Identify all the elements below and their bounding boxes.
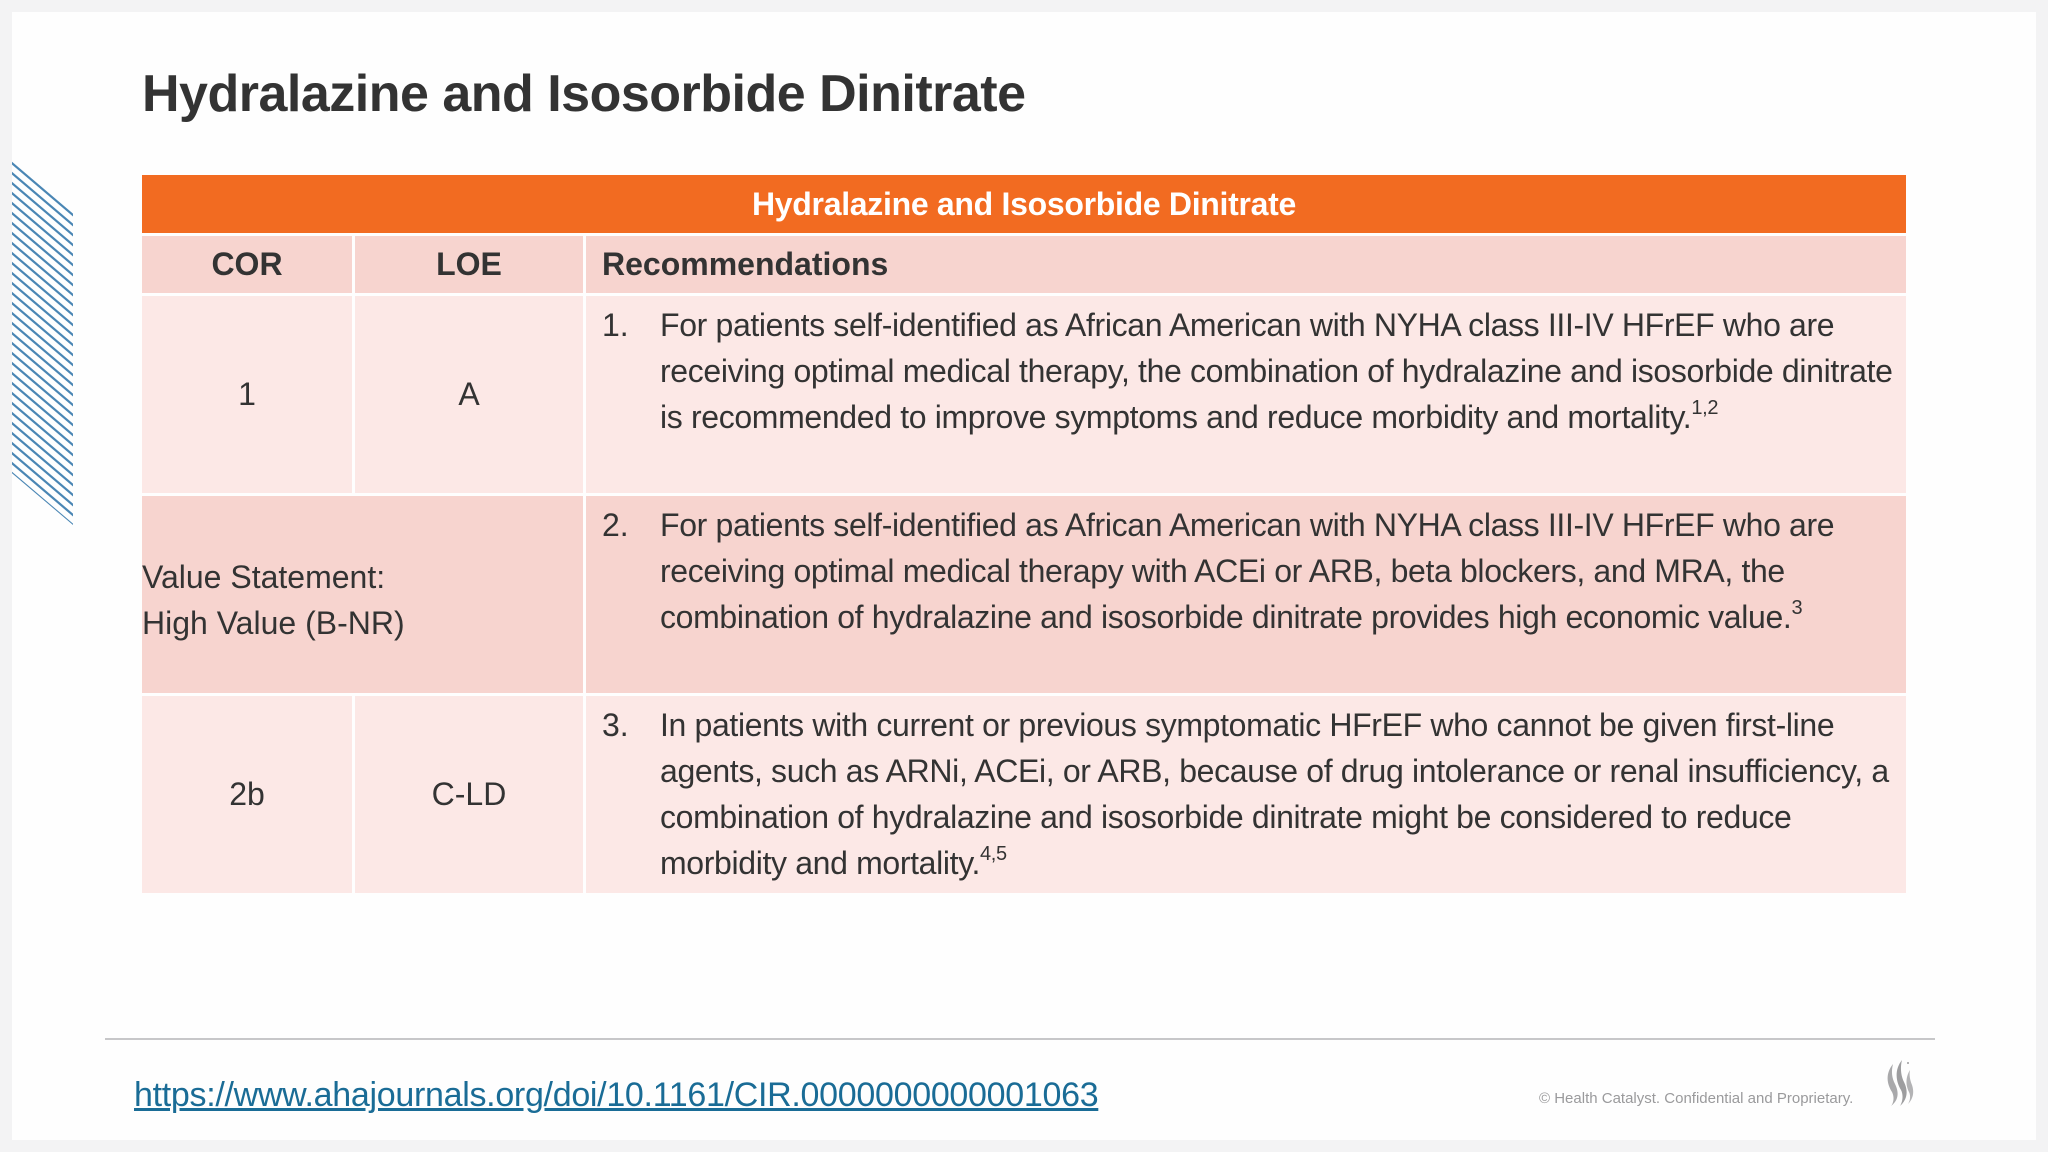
- reference-superscript: 4,5: [980, 843, 1007, 865]
- header-recommendations: Recommendations: [586, 236, 1906, 293]
- recommendation-number: 1.: [602, 307, 629, 343]
- health-catalyst-logo-icon: [1883, 1058, 1915, 1108]
- reference-superscript: 3: [1791, 597, 1803, 619]
- table-banner: Hydralazine and Isosorbide Dinitrate: [142, 175, 1906, 233]
- table-row: [142, 296, 1906, 493]
- recommendation-text: For patients self-identified as African American with NYHA class III-IV HFrEF who are receiving optimal medical therapy with ACEi or ARB, beta blockers, and MRA, the combination of hydralazine and isosorbide dinitrate provides high economic value.$^3$: [660, 507, 1835, 635]
- table-row: [142, 696, 1906, 893]
- reference-superscript: 1,2: [1691, 397, 1719, 419]
- recommendation-cell: [586, 296, 1906, 493]
- recommendation-number: 2.: [602, 507, 629, 543]
- loe-cell: A: [355, 296, 583, 493]
- value-statement-value: High Value (B-NR): [142, 604, 405, 641]
- footer-divider: [105, 1038, 1935, 1040]
- recommendation-text: In patients with current or previous symptomatic HFrEF who cannot be given first-line agents, such as ARNi, ACEi, or ARB, because of drug intolerance or renal insufficiency, a combination of hydralazine and isosorbide dinitrate might be considered to reduce morbidity and mortality.$^{4,5}$: [660, 707, 1889, 881]
- recommendation-text: For patients self-identified as African American with NYHA class III-IV HFrEF who are receiving optimal medical therapy, the combination of hydralazine and isosorbide dinitrate is recommended to improve symptoms and reduce morbidity and mortality.$^{1,2}$: [660, 307, 1893, 435]
- recommendation-cell: [586, 496, 1906, 693]
- header-loe: LOE: [355, 236, 583, 293]
- loe-cell: C-LD: [355, 696, 583, 893]
- cor-cell: 1: [142, 296, 352, 493]
- value-statement-cell: [142, 496, 583, 693]
- value-statement-label: Value Statement:: [142, 558, 386, 595]
- recommendation-number: 3.: [602, 707, 629, 743]
- table-row: [142, 496, 1906, 693]
- slide-title: Hydralazine and Isosorbide Dinitrate: [142, 65, 1026, 123]
- recommendation-cell: [586, 696, 1906, 893]
- copyright-text: © Health Catalyst. Confidential and Proprietary.: [1539, 1090, 1854, 1107]
- table-header-row: [142, 236, 1906, 293]
- cor-cell: 2b: [142, 696, 352, 893]
- decorative-stripes-icon: [12, 145, 73, 525]
- recommendations-table: [142, 175, 1906, 893]
- header-cor: COR: [142, 236, 352, 293]
- slide: [12, 12, 2036, 1140]
- reference-link[interactable]: https://www.ahajournals.org/doi/10.1161/CIR.0000000000001063: [134, 1076, 1099, 1114]
